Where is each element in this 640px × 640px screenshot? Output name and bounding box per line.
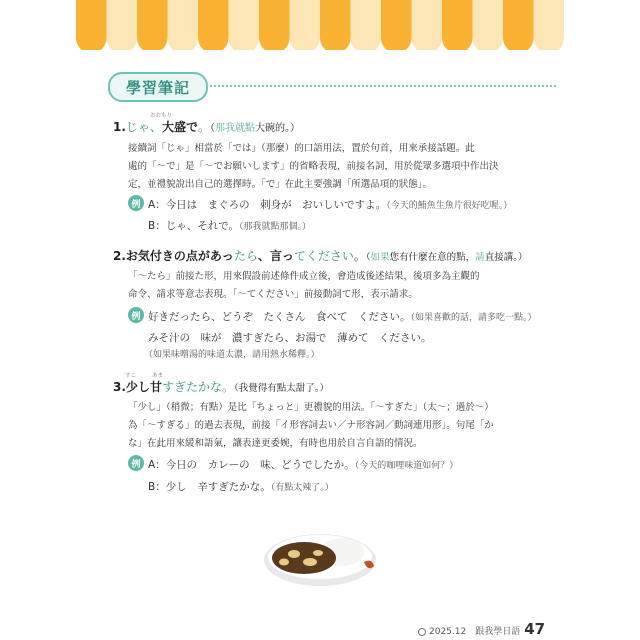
awning-stripe: [442, 0, 473, 50]
section3-example-a: A：今日の カレーの 味、どうでしたか。（今天的咖哩味道如何？）: [148, 459, 459, 471]
awning-stripe: [351, 0, 382, 50]
section3-heading: 3.少し甘すぎたかな。（我覺得有點太甜了。）: [113, 380, 329, 394]
ruby-ama: あま: [152, 373, 164, 379]
awning-stripe: [76, 0, 107, 50]
awning-stripe: [381, 0, 412, 50]
footer-circle-icon: [418, 628, 426, 636]
example-badge: 例: [128, 307, 144, 323]
awning-stripe: [290, 0, 321, 50]
section3-example-b: B：少し 辛すぎたかな。（有點太辣了。）: [148, 481, 334, 493]
section2-example-b-translation: （如果味噌湯的味道太濃，請用熱水稀釋。）: [144, 350, 320, 360]
section1-example-a: A：今日は まぐろの 刺身が おいしいですよ。（今天的鮪魚生魚片很好吃喔。）: [148, 199, 513, 211]
awning-stripe: [473, 0, 504, 50]
ruby-sukoshi: すこ: [125, 373, 137, 379]
potato-piece: [279, 559, 289, 566]
awning-stripe: [259, 0, 290, 50]
page-number: 47: [524, 620, 546, 638]
awning-decoration: [76, 0, 564, 50]
potato-piece: [303, 558, 317, 566]
page-title: 學習筆記: [125, 78, 190, 97]
awning-stripe: [412, 0, 443, 50]
example-badge: 例: [128, 195, 144, 211]
awning-stripe: [229, 0, 260, 50]
section2-example-a: 好きだったら、どうぞ たくさん 食べて ください。（如果喜歡的話，請多吃一點。）: [148, 311, 537, 323]
title-divider: [206, 85, 556, 87]
page-footer: 2025.12 跟我學日語 47: [418, 620, 545, 638]
awning-stripe: [198, 0, 229, 50]
ruby-oomori: おおもり: [150, 113, 173, 119]
curry-sauce: [272, 542, 336, 574]
potato-piece: [288, 550, 300, 558]
awning-stripe: [534, 0, 565, 50]
section1-example-b: B：じゃ、それで。（那我就點那個。）: [148, 220, 312, 232]
awning-stripe: [320, 0, 351, 50]
awning-stripe: [503, 0, 534, 50]
potato-piece: [313, 550, 323, 556]
curry-rice-illustration: [262, 520, 382, 590]
section2-paragraph: 「〜たら」前接た形，用來假設前述條件成立後，會造成後述結果，後項多為主觀的 命令、請求等意志表現。「〜てください」前接動詞て形，表示請求。: [128, 271, 480, 300]
example-badge: 例: [128, 455, 144, 471]
section-title-badge: [108, 72, 208, 102]
section3-paragraph: 「少し」（稍微；有點）是比「ちょっと」更禮貌的用法。「〜すぎた」（太〜；過於〜） 為「〜すぎる」的過去表現，前接「イ形容詞去い／ナ形容詞／動詞連用形」。句尾「か な」在此用來緩和語氣，讓表達更委婉，有時也用於自言自語的情況。: [128, 402, 494, 449]
awning-stripe: [168, 0, 199, 50]
section1-paragraph: 接續詞「じゃ」相當於「では」（那麼）的口語用法，置於句首，用來承接話題。此 處的「〜で」是「〜でお願いします」的省略表現，前接名詞，用於從眾多選項中作出決 定，並禮貌說出自己的選擇時。「で」在此主要強調「所選品項的狀態」。: [128, 143, 499, 190]
awning-stripe: [107, 0, 138, 50]
awning-stripe: [137, 0, 168, 50]
section2-heading: 2.お気付きの点があったら、言ってください。（如果您有什麼在意的點，請直接講。）: [113, 249, 528, 263]
section2-example-b: みそ汁の 味が 濃すぎたら、お湯で 薄めて ください。: [148, 332, 432, 344]
section1-heading: 1.じゃ、大盛で。（那我就點大碗的。）: [113, 120, 300, 134]
